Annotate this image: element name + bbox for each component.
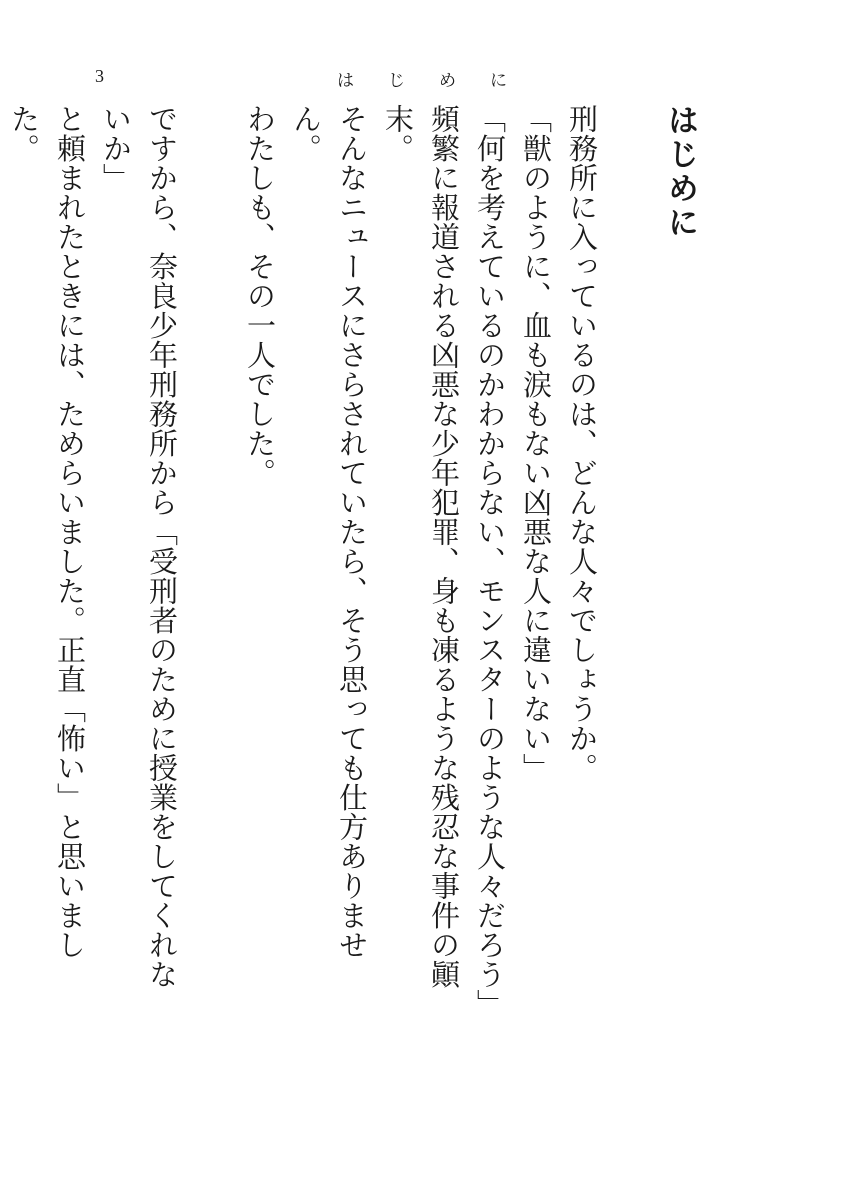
text-line: わたしも、その一人でした。 — [243, 104, 277, 488]
text-line: ですから、奈良少年刑務所から「受刑者のために授業をしてくれないか」 — [99, 104, 179, 989]
text-line: 刑務所に入っているのは、どんな人々でしょうか。 — [565, 104, 599, 783]
text-line: 「獣のように、血も涙もない凶悪な人に違いない」 — [519, 104, 553, 783]
text-line: と頼まれたときには、ためらいました。正直「怖い」と思いました。 — [7, 104, 87, 960]
text-line: 頻繁に報道される凶悪な少年犯罪、身も凍るような残忍な事件の顚末。 — [381, 104, 461, 989]
chapter-title: はじめに — [662, 104, 698, 240]
body-text — [0, 104, 703, 1019]
running-head — [337, 66, 507, 91]
running-head-char: は — [337, 71, 354, 91]
text-line: そんなニュースにさらされていたら、そう思っても仕方ありません。 — [289, 104, 369, 960]
text-line — [0, 104, 1, 1004]
page-number: 3 — [95, 66, 104, 86]
running-head-char: め — [439, 71, 456, 91]
running-head-char: に — [490, 71, 507, 91]
text-line: 「何を考えているのかわからない、モンスターのような人々だろう」 — [473, 104, 507, 1019]
running-head-char: じ — [388, 71, 405, 91]
